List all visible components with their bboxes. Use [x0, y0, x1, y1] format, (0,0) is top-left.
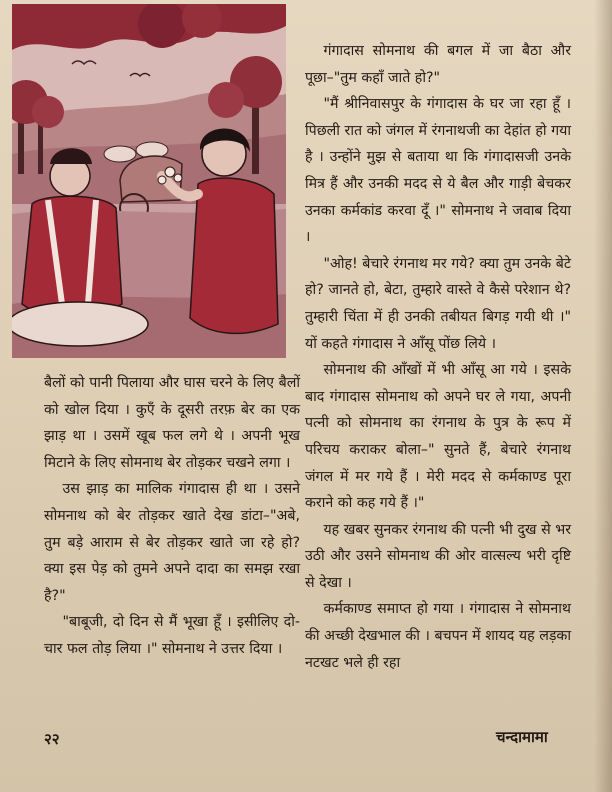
paragraph: "बाबूजी, दो दिन से मैं भूखा हूँ । इसीलिए दो-चार फल तोड़ लिया ।" सोमनाथ ने उत्तर दिया । — [44, 614, 300, 657]
paragraph: यह खबर सुनकर रंगनाथ की पत्नी भी दुख से भर उठी और उसने सोमनाथ की ओर वात्सल्य भरी दृष्टि से देखा । — [305, 521, 571, 591]
magazine-title: चन्दामामा — [496, 728, 548, 746]
page-number: २२ — [44, 730, 60, 748]
page-edge-shadow — [594, 0, 612, 792]
left-text-column — [44, 370, 300, 663]
paragraph: "ओह! बेचारे रंगनाथ मर गये? क्या तुम उनके बेटे हो? जानते हो, बेटा, तुम्हारे वास्ते वे कैसे परेशान थे? तुम्हारी चिंता में ही उनकी तबीयत बिगड़ गयी थी ।" यों कहते गंगादास ने आँसू पोंछ लिये । — [305, 255, 571, 352]
illustration-artwork — [12, 4, 286, 358]
paragraph: सोमनाथ की आँखों में भी आँसू आ गये । इसके बाद गंगादास सोमनाथ को अपने घर ले गया, अपनी पत्नी को सोमनाथ का रंगनाथ के पुत्र के रूप में परिचय कराकर बोला–" सुनते हैं, बेचारे रंगनाथ जंगल में मर गये हैं । मेरी मदद से कर्मकाण्ड पूरा कराने को कह गये हैं ।" — [305, 362, 571, 512]
story-illustration — [12, 4, 286, 358]
right-text-column — [305, 38, 571, 676]
paragraph: कर्मकाण्ड समाप्त हो गया । गंगादास ने सोमनाथ की अच्छी देखभाल की । बचपन में शायद यह लड़का नटखट भले ही रहा — [305, 601, 571, 671]
paragraph: "मैं श्रीनिवासपुर के गंगादास के घर जा रहा हूँ । पिछली रात को जंगल में रंगनाथजी का देहांत हो गया है । उन्होंने मुझ से बताया था कि गंगादासजी उनके मित्र हैं और उनकी मदद से ये बैल और गाड़ी बेचकर उनका कर्मकांड करवा दूँ ।" सोमनाथ ने जवाब दिया । — [305, 96, 571, 246]
paragraph: उस झाड़ का मालिक गंगादास ही था । उसने सोमनाथ को बेर तोड़कर खाते देख डांटा–"अबे, तुम बड़े आराम से बेर तोड़कर खाते जा रहे हो? क्या इस पेड़ को तुमने अपने दादा का समझ रखा है?" — [44, 481, 300, 604]
paragraph: बैलों को पानी पिलाया और घास चरने के लिए बैलों को खोल दिया । कुएँ के दूसरी तरफ़ बेर का एक झाड़ था । उसमें खूब फल लगे थे । अपनी भूख मिटाने के लिए सोमनाथ बेर तोड़कर चखने लगा । — [44, 375, 300, 471]
paragraph: गंगादास सोमनाथ की बगल में जा बैठा और पूछा–"तुम कहाँ जाते हो?" — [305, 43, 571, 86]
